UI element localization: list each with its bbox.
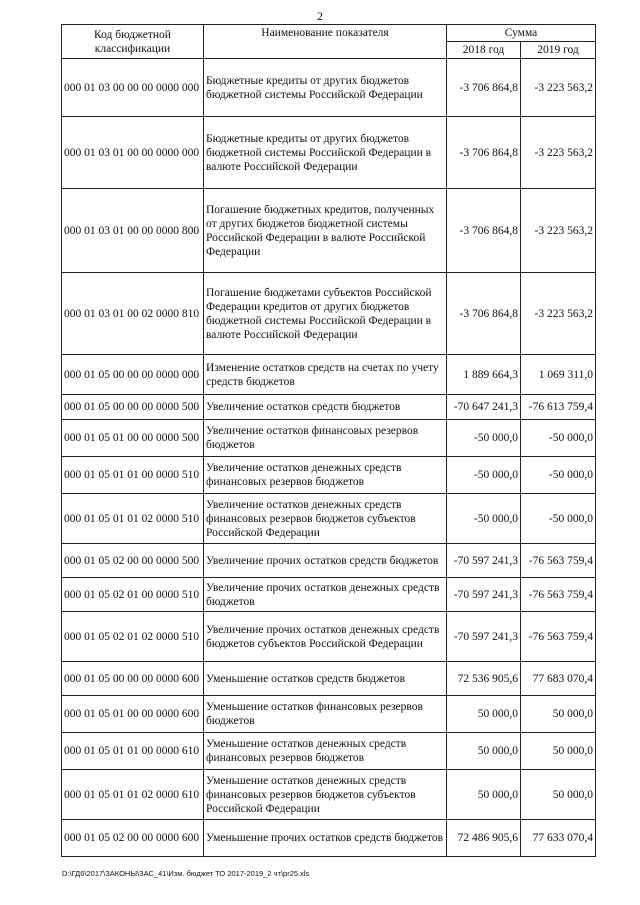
row-value-2019: -76 563 759,4 — [521, 578, 596, 612]
budget-table — [61, 24, 596, 857]
row-value-2018: -70 597 241,3 — [447, 612, 521, 662]
row-name: Уменьшение остатков денежных средств финансовых резервов бюджетов — [204, 733, 447, 770]
table-body — [62, 59, 596, 857]
row-code: 000 01 05 02 01 02 0000 510 — [62, 612, 204, 662]
row-value-2018: -3 706 864,8 — [447, 189, 521, 273]
header-year-2018: 2018 год — [447, 42, 521, 59]
row-value-2018: 50 000,0 — [447, 733, 521, 770]
row-value-2019: -3 223 563,2 — [521, 189, 596, 273]
row-name: Уменьшение остатков денежных средств финансовых резервов бюджетов субъектов Российской Федерации — [204, 770, 447, 820]
row-code: 000 01 03 00 00 00 0000 000 — [62, 59, 204, 117]
row-value-2019: -76 563 759,4 — [521, 612, 596, 662]
row-value-2019: 77 683 070,4 — [521, 662, 596, 696]
row-name: Увеличение прочих остатков денежных средств бюджетов — [204, 578, 447, 612]
table-row — [62, 395, 596, 420]
table-row — [62, 733, 596, 770]
row-code: 000 01 05 00 00 00 0000 500 — [62, 395, 204, 420]
table-row — [62, 662, 596, 696]
row-value-2019: 50 000,0 — [521, 770, 596, 820]
table-row — [62, 355, 596, 395]
row-value-2018: -70 597 241,3 — [447, 544, 521, 578]
row-value-2018: -70 597 241,3 — [447, 578, 521, 612]
row-value-2018: -70 647 241,3 — [447, 395, 521, 420]
table-row — [62, 770, 596, 820]
row-name: Погашение бюджетами субъектов Российской Федерации кредитов от других бюджетов бюджетной системы Российской Федерации в валюте Российской Федерации — [204, 273, 447, 355]
table-row — [62, 117, 596, 189]
table-row — [62, 494, 596, 544]
page-number: 2 — [317, 9, 323, 23]
row-value-2019: -50 000,0 — [521, 420, 596, 457]
row-name: Уменьшение прочих остатков средств бюджетов — [204, 820, 447, 857]
row-name: Уменьшение остатков средств бюджетов — [204, 662, 447, 696]
row-code: 000 01 03 01 00 02 0000 810 — [62, 273, 204, 355]
row-value-2019: -50 000,0 — [521, 457, 596, 494]
row-code: 000 01 05 01 01 00 0000 510 — [62, 457, 204, 494]
header-name: Наименование показателя — [204, 25, 447, 59]
table-row — [62, 544, 596, 578]
row-name: Увеличение прочих остатков денежных средств бюджетов субъектов Российской Федерации — [204, 612, 447, 662]
row-value-2019: -76 613 759,4 — [521, 395, 596, 420]
row-value-2019: 77 633 070,4 — [521, 820, 596, 857]
table-row — [62, 578, 596, 612]
row-code: 000 01 05 02 01 00 0000 510 — [62, 578, 204, 612]
row-code: 000 01 05 00 00 00 0000 600 — [62, 662, 204, 696]
table-row — [62, 612, 596, 662]
table-row — [62, 189, 596, 273]
row-value-2018: 1 889 664,3 — [447, 355, 521, 395]
row-code: 000 01 05 01 01 02 0000 510 — [62, 494, 204, 544]
table-row — [62, 820, 596, 857]
row-name: Увеличение остатков денежных средств финансовых резервов бюджетов субъектов Российской Федерации — [204, 494, 447, 544]
row-code: 000 01 05 01 00 00 0000 500 — [62, 420, 204, 457]
row-code: 000 01 05 02 00 00 0000 500 — [62, 544, 204, 578]
header-code: Код бюджетной классификации — [62, 25, 204, 59]
row-code: 000 01 05 01 01 00 0000 610 — [62, 733, 204, 770]
row-code: 000 01 05 01 01 02 0000 610 — [62, 770, 204, 820]
row-value-2018: 72 536 905,6 — [447, 662, 521, 696]
row-value-2018: -50 000,0 — [447, 494, 521, 544]
row-code: 000 01 05 02 00 00 0000 600 — [62, 820, 204, 857]
header-year-2019: 2019 год — [521, 42, 596, 59]
table-row — [62, 696, 596, 733]
row-name: Увеличение остатков финансовых резервов бюджетов — [204, 420, 447, 457]
table-row — [62, 420, 596, 457]
row-value-2019: -3 223 563,2 — [521, 59, 596, 117]
row-value-2019: 50 000,0 — [521, 696, 596, 733]
row-code: 000 01 05 00 00 00 0000 000 — [62, 355, 204, 395]
row-name: Уменьшение остатков финансовых резервов бюджетов — [204, 696, 447, 733]
row-name: Бюджетные кредиты от других бюджетов бюджетной системы Российской Федерации — [204, 59, 447, 117]
row-name: Увеличение остатков средств бюджетов — [204, 395, 447, 420]
row-name: Бюджетные кредиты от других бюджетов бюджетной системы Российской Федерации в валюте Российской Федерации — [204, 117, 447, 189]
row-name: Увеличение остатков денежных средств финансовых резервов бюджетов — [204, 457, 447, 494]
table-row — [62, 273, 596, 355]
row-name: Увеличение прочих остатков средств бюджетов — [204, 544, 447, 578]
row-value-2019: -50 000,0 — [521, 494, 596, 544]
row-value-2019: -76 563 759,4 — [521, 544, 596, 578]
row-value-2018: -50 000,0 — [447, 457, 521, 494]
row-name: Изменение остатков средств на счетах по учету средств бюджетов — [204, 355, 447, 395]
table-row — [62, 59, 596, 117]
row-value-2018: -3 706 864,8 — [447, 117, 521, 189]
row-value-2019: 50 000,0 — [521, 733, 596, 770]
row-value-2018: 50 000,0 — [447, 770, 521, 820]
row-value-2018: -3 706 864,8 — [447, 59, 521, 117]
row-value-2019: -3 223 563,2 — [521, 273, 596, 355]
row-code: 000 01 03 01 00 00 0000 800 — [62, 189, 204, 273]
row-value-2019: 1 069 311,0 — [521, 355, 596, 395]
row-code: 000 01 03 01 00 00 0000 000 — [62, 117, 204, 189]
row-value-2018: 72 486 905,6 — [447, 820, 521, 857]
row-value-2018: -50 000,0 — [447, 420, 521, 457]
row-name: Погашение бюджетных кредитов, полученных от других бюджетов бюджетной системы Российской Федерации в валюте Российской Федерации — [204, 189, 447, 273]
table-row — [62, 457, 596, 494]
file-path-footer: D:\ГД6\2017\ЗАКОНЫ\ЗАС_41\Изм. бюджет ТО 2017-2019_2 чт\pr25.xls — [62, 869, 310, 878]
row-value-2018: 50 000,0 — [447, 696, 521, 733]
row-code: 000 01 05 01 00 00 0000 600 — [62, 696, 204, 733]
row-value-2019: -3 223 563,2 — [521, 117, 596, 189]
table-header — [62, 25, 596, 59]
row-value-2018: -3 706 864,8 — [447, 273, 521, 355]
header-sum: Сумма — [447, 25, 596, 42]
